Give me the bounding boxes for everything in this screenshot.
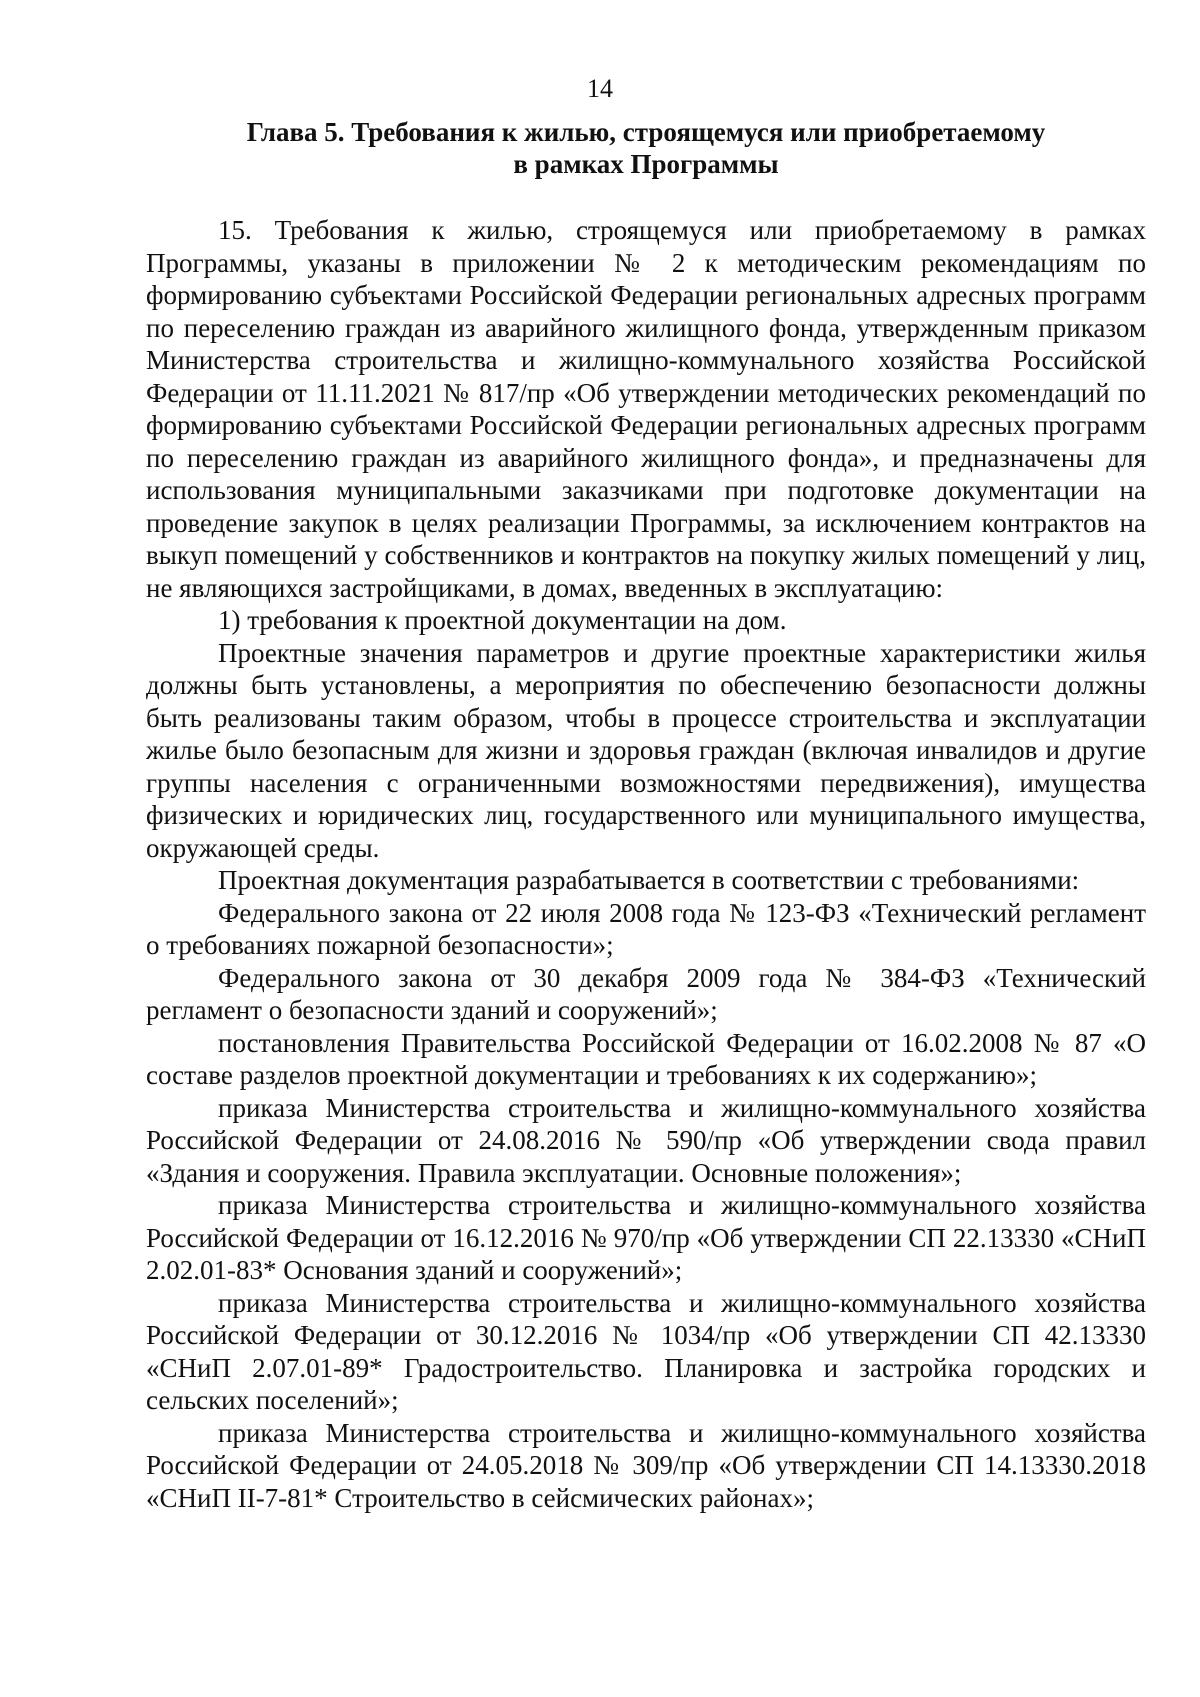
paragraph-resolution-87: постановления Правительства Российской Федерации от 16.02.2008 № 87 «О составе разделов проектной документации и требованиях к их содержанию»; [146, 1027, 1146, 1090]
page-number: 14 [587, 74, 613, 103]
chapter-title-line-2: в рамках Программы [513, 149, 779, 179]
chapter-title [146, 116, 1146, 180]
paragraph-order-590: приказа Министерства строительства и жилищно-коммунального хозяйства Российской Федерации от 24.08.2016 № 590/пр «Об утверждении свода правил «Здания и сооружения. Правила эксплуатации. Основные положения»; [146, 1092, 1146, 1188]
paragraph-order-1034: приказа Министерства строительства и жилищно-коммунального хозяйства Российской Федерации от 30.12.2016 № 1034/пр «Об утверждении СП 42.13330 «СНиП 2.07.01-89* Градостроительство. Планировка и застройка городских и сельских поселений»; [146, 1287, 1146, 1415]
paragraph-law-123-fz: Федерального закона от 22 июля 2008 года № 123-ФЗ «Технический регламент о требованиях пожарной безопасности»; [146, 897, 1146, 960]
document-body [146, 214, 1146, 1514]
paragraph-law-384-fz: Федерального закона от 30 декабря 2009 года № 384-ФЗ «Технический регламент о безопасности зданий и сооружений»; [146, 962, 1146, 1025]
paragraph-design-parameters: Проектные значения параметров и другие проектные характеристики жилья должны быть установлены, а мероприятия по обеспечению безопасности должны быть реализованы таким образом, чтобы в процессе строительства и эксплуатации жилье было безопасным для жизни и здоровья граждан (включая инвалидов и другие группы населения с ограниченными возможностями передвижения), имущества физических и юридических лиц, государственного или муниципального имущества, окружающей среды. [146, 637, 1146, 863]
paragraph-item-1: 1) требования к проектной документации на дом. [218, 605, 787, 635]
paragraph-15-requirements: 15. Требования к жилью, строящемуся или приобретаемому в рамках Программы, указаны в приложении № 2 к методическим рекомендациям по формированию субъектами Российской Федерации региональных адресных программ по переселению граждан из аварийного жилищного фонда, утвержденным приказом Министерства строительства и жилищно-коммунального хозяйства Российской Федерации от 11.11.2021 № 817/пр «Об утверждении методических рекомендаций по формированию субъектами Российской Федерации региональных адресных программ по переселению граждан из аварийного жилищного фонда», и предназначены для использования муниципальными заказчиками при подготовке документации на проведение закупок в целях реализации Программы, за исключением контрактов на выкуп помещений у собственников и контрактов на покупку жилых помещений у лиц, не являющихся застройщиками, в домах, введенных в эксплуатацию: [146, 215, 1146, 603]
paragraph-order-309: приказа Министерства строительства и жилищно-коммунального хозяйства Российской Федерации от 24.05.2018 № 309/пр «Об утверждении СП 14.13330.2018 «СНиП II-7-81* Строительство в сейсмических районах»; [146, 1417, 1146, 1513]
paragraph-design-docs-intro: Проектная документация разрабатывается в соответствии с требованиями: [218, 865, 1080, 895]
chapter-title-line-1: Глава 5. Требования к жилью, строящемуся или приобретаемому [246, 117, 1046, 147]
paragraph-order-970: приказа Министерства строительства и жилищно-коммунального хозяйства Российской Федерации от 16.12.2016 № 970/пр «Об утверждении СП 22.13330 «СНиП 2.02.01-83* Основания зданий и сооружений»; [146, 1190, 1146, 1285]
